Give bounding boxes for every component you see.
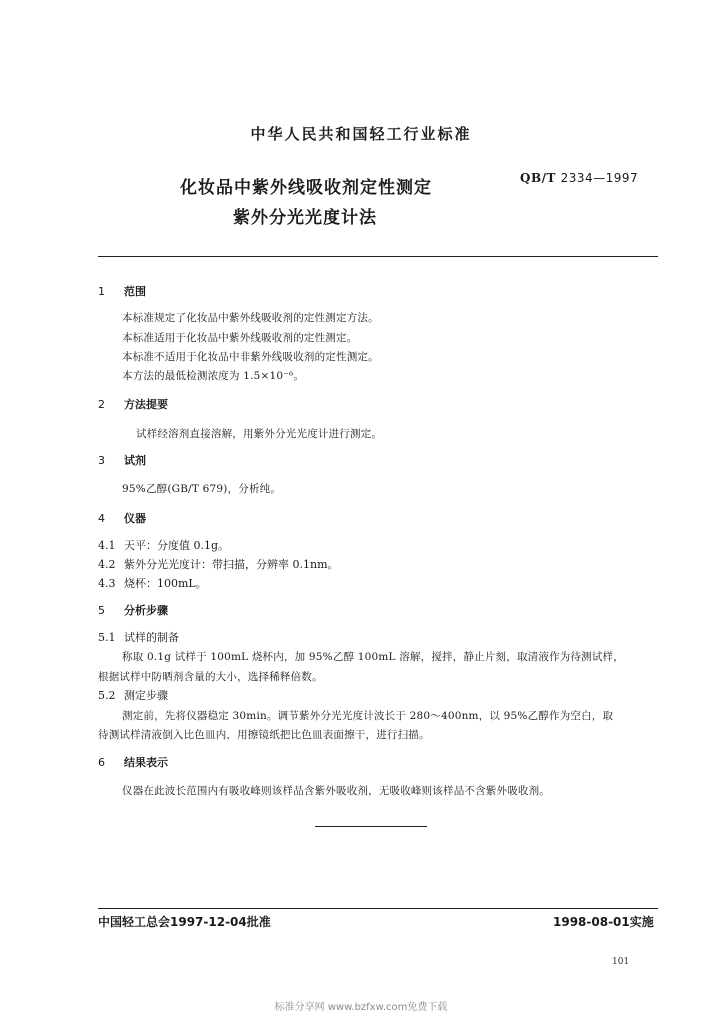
section-number: 3 (98, 454, 105, 467)
section-heading (98, 510, 146, 526)
paragraph: 本标准适用于化妆品中紫外线吸收剂的定性测定。 (122, 332, 358, 344)
item-text: 烧杯：100mL。 (124, 577, 207, 590)
item-text: 紫外分光光度计：带扫描，分辨率 0.1nm。 (124, 558, 339, 571)
paragraph: 称取 0.1g 试样于 100mL 烧杯内，加 95%乙醇 100mL 溶解，搅拌，静止片刻，取清液作为待测试样， (122, 651, 624, 663)
paragraph: 测定前，先将仪器稳定 30min。调节紫外分光光度计波长于 280～400nm，以 95%乙醇作为空白，取 (122, 710, 614, 722)
subsection-heading (98, 687, 168, 703)
paragraph: 根据试样中防晒剂含量的大小，选择稀释倍数。 (98, 671, 323, 683)
section-number: 4 (98, 512, 105, 525)
paragraph: 95%乙醇(GB/T 679)，分析纯。 (122, 483, 282, 495)
paragraph: 本标准规定了化妆品中紫外线吸收剂的定性测定方法。 (122, 312, 379, 324)
subsection-number: 5.1 (98, 631, 116, 644)
section-number: 1 (98, 285, 105, 298)
section-title: 分析步骤 (124, 604, 168, 617)
item-number: 4.1 (98, 539, 116, 552)
watermark: 标准分享网 www.bzfxw.com免费下载 (274, 1002, 448, 1013)
section-title: 试剂 (124, 454, 146, 467)
section-number: 6 (98, 756, 105, 769)
footer-divider (98, 908, 658, 909)
subsection-title: 测定步骤 (124, 689, 168, 702)
section-heading (98, 754, 168, 770)
section-title: 方法提要 (124, 398, 168, 411)
subsection-title: 试样的制备 (124, 631, 179, 644)
section-title: 范围 (124, 285, 146, 298)
header-divider (98, 256, 658, 257)
section-title: 结果表示 (124, 756, 168, 769)
item-number: 4.2 (98, 558, 116, 571)
standard-code-number: 2334—1997 (560, 171, 639, 185)
approval-date: 中国轻工总会1997-12-04批准 (98, 915, 271, 929)
paragraph: 待测试样清液倒入比色皿内，用擦镜纸把比色皿表面擦干，进行扫描。 (98, 729, 430, 741)
standard-category-heading: 中华人民共和国轻工行业标准 (250, 125, 472, 143)
section-heading (98, 452, 146, 468)
implementation-date: 1998-08-01实施 (553, 915, 654, 929)
paragraph: 本标准不适用于化妆品中非紫外线吸收剂的定性测定。 (122, 351, 379, 363)
subsection-heading (98, 629, 179, 645)
paragraph: 仪器在此波长范围内有吸收峰则该样品含紫外吸收剂，无吸收峰则该样品不含紫外吸收剂。 (122, 785, 550, 797)
section-heading (98, 283, 146, 299)
list-item (98, 575, 207, 591)
item-text: 天平：分度值 0.1g。 (124, 539, 230, 552)
subsection-number: 5.2 (98, 689, 116, 702)
standard-code (520, 171, 638, 185)
list-item (98, 556, 339, 572)
paragraph: 试样经溶剂直接溶解，用紫外分光光度计进行测定。 (136, 428, 383, 440)
section-heading (98, 396, 168, 412)
page-number: 101 (612, 957, 630, 967)
section-heading (98, 602, 168, 618)
end-of-text-rule (315, 826, 427, 827)
list-item (98, 537, 229, 553)
standard-code-prefix: QB/T (520, 171, 556, 185)
section-number: 5 (98, 604, 105, 617)
item-number: 4.3 (98, 577, 116, 590)
section-number: 2 (98, 398, 105, 411)
section-title: 仪器 (124, 512, 146, 525)
document-title-line1: 化妆品中紫外线吸收剂定性测定 (180, 178, 432, 198)
document-title-line2: 紫外分光光度计法 (233, 208, 377, 228)
paragraph: 本方法的最低检测浓度为 1.5×10⁻⁶。 (122, 370, 305, 382)
